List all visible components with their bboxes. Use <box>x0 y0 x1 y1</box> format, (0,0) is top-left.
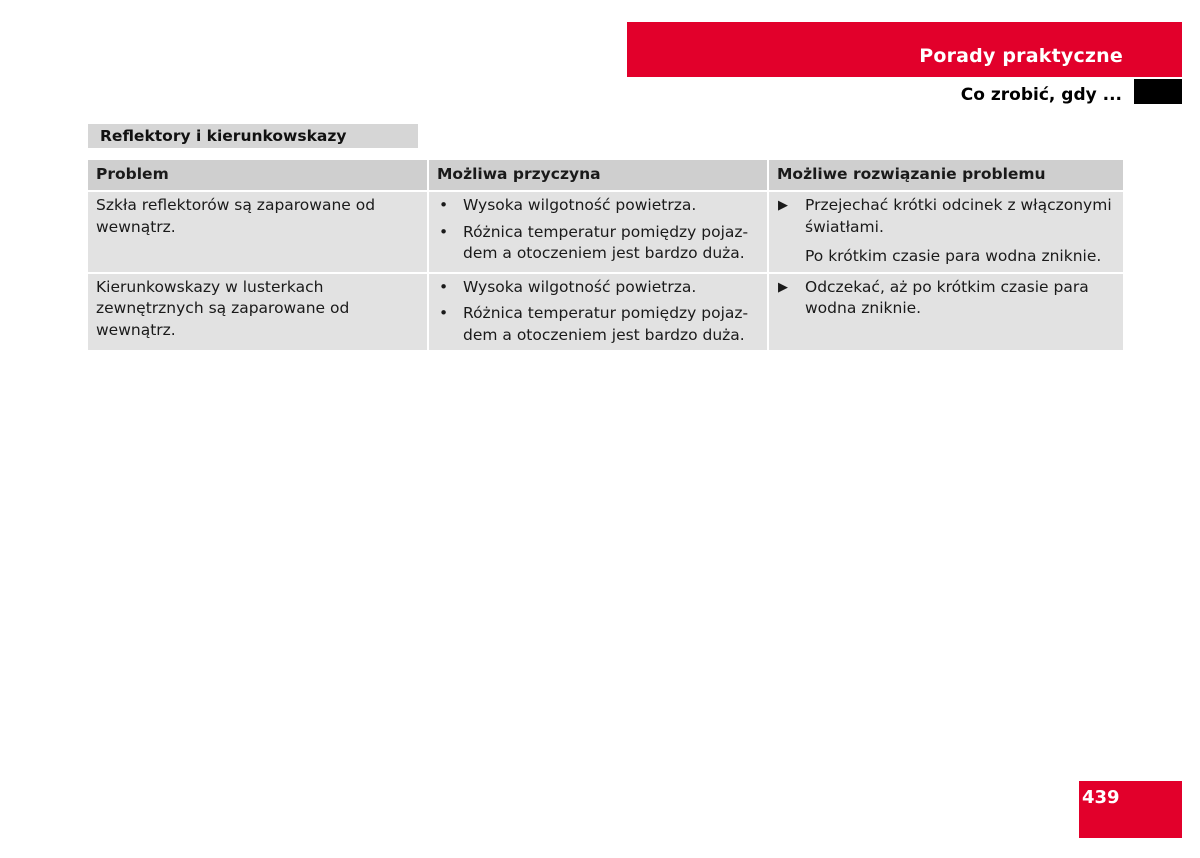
action-step <box>777 195 1115 238</box>
table-row <box>88 191 1123 273</box>
problem-text: Kierunkowskazy w lusterkach zewnętrznych są zaparowane od wewnątrz. <box>96 277 350 339</box>
thumb-tab-marker <box>1134 79 1182 104</box>
bullet-icon: • <box>439 222 449 241</box>
cause-text: Różnica temperatur pomiędzy pojaz-dem a otoczeniem jest bardzo duża. <box>463 304 749 344</box>
cause-item <box>437 303 759 346</box>
column-header-solution: Możliwe rozwiązanie problemu <box>768 160 1123 191</box>
solution-cell <box>768 273 1123 352</box>
cause-text: Różnica temperatur pomiędzy pojaz-dem a otoczeniem jest bardzo duża. <box>463 222 749 262</box>
problem-cell <box>88 191 428 273</box>
solution-cell <box>768 191 1123 273</box>
cause-text: Wysoka wilgotność powietrza. <box>463 277 697 296</box>
page-number: 439 <box>1082 787 1120 808</box>
problem-cell <box>88 273 428 352</box>
action-text: Odczekać, aż po krótkim czasie para wodna zniknie. <box>805 277 1089 317</box>
problem-text: Szkła reflektorów są zaparowane od wewnątrz. <box>96 196 376 236</box>
bullet-icon: • <box>439 304 449 322</box>
cause-item <box>437 222 759 265</box>
chapter-title: Porady praktyczne <box>919 45 1123 67</box>
column-header-cause: Możliwa przyczyna <box>428 160 768 191</box>
cause-text: Wysoka wilgotność powietrza. <box>463 196 697 214</box>
action-arrow-icon: ▶ <box>778 198 788 213</box>
cause-item <box>437 277 759 299</box>
cause-cell <box>428 273 768 352</box>
action-step <box>777 277 1115 320</box>
table-header-row <box>88 160 1123 191</box>
bullet-icon: • <box>439 277 449 296</box>
table-section-title: Reflektory i kierunkowskazy <box>88 124 418 148</box>
action-arrow-icon: ▶ <box>778 279 788 295</box>
troubleshooting-table <box>88 160 1123 352</box>
table-row <box>88 273 1123 352</box>
cause-item <box>437 195 759 217</box>
cause-cell <box>428 191 768 273</box>
section-subtitle: Co zrobić, gdy ... <box>960 85 1122 105</box>
column-header-problem: Problem <box>88 160 428 191</box>
solution-note: Po krótkim czasie para wodna zniknie. <box>805 247 1102 265</box>
bullet-icon: • <box>439 196 449 214</box>
action-text: Przejechać krótki odcinek z włączonymi światłami. <box>805 196 1112 236</box>
